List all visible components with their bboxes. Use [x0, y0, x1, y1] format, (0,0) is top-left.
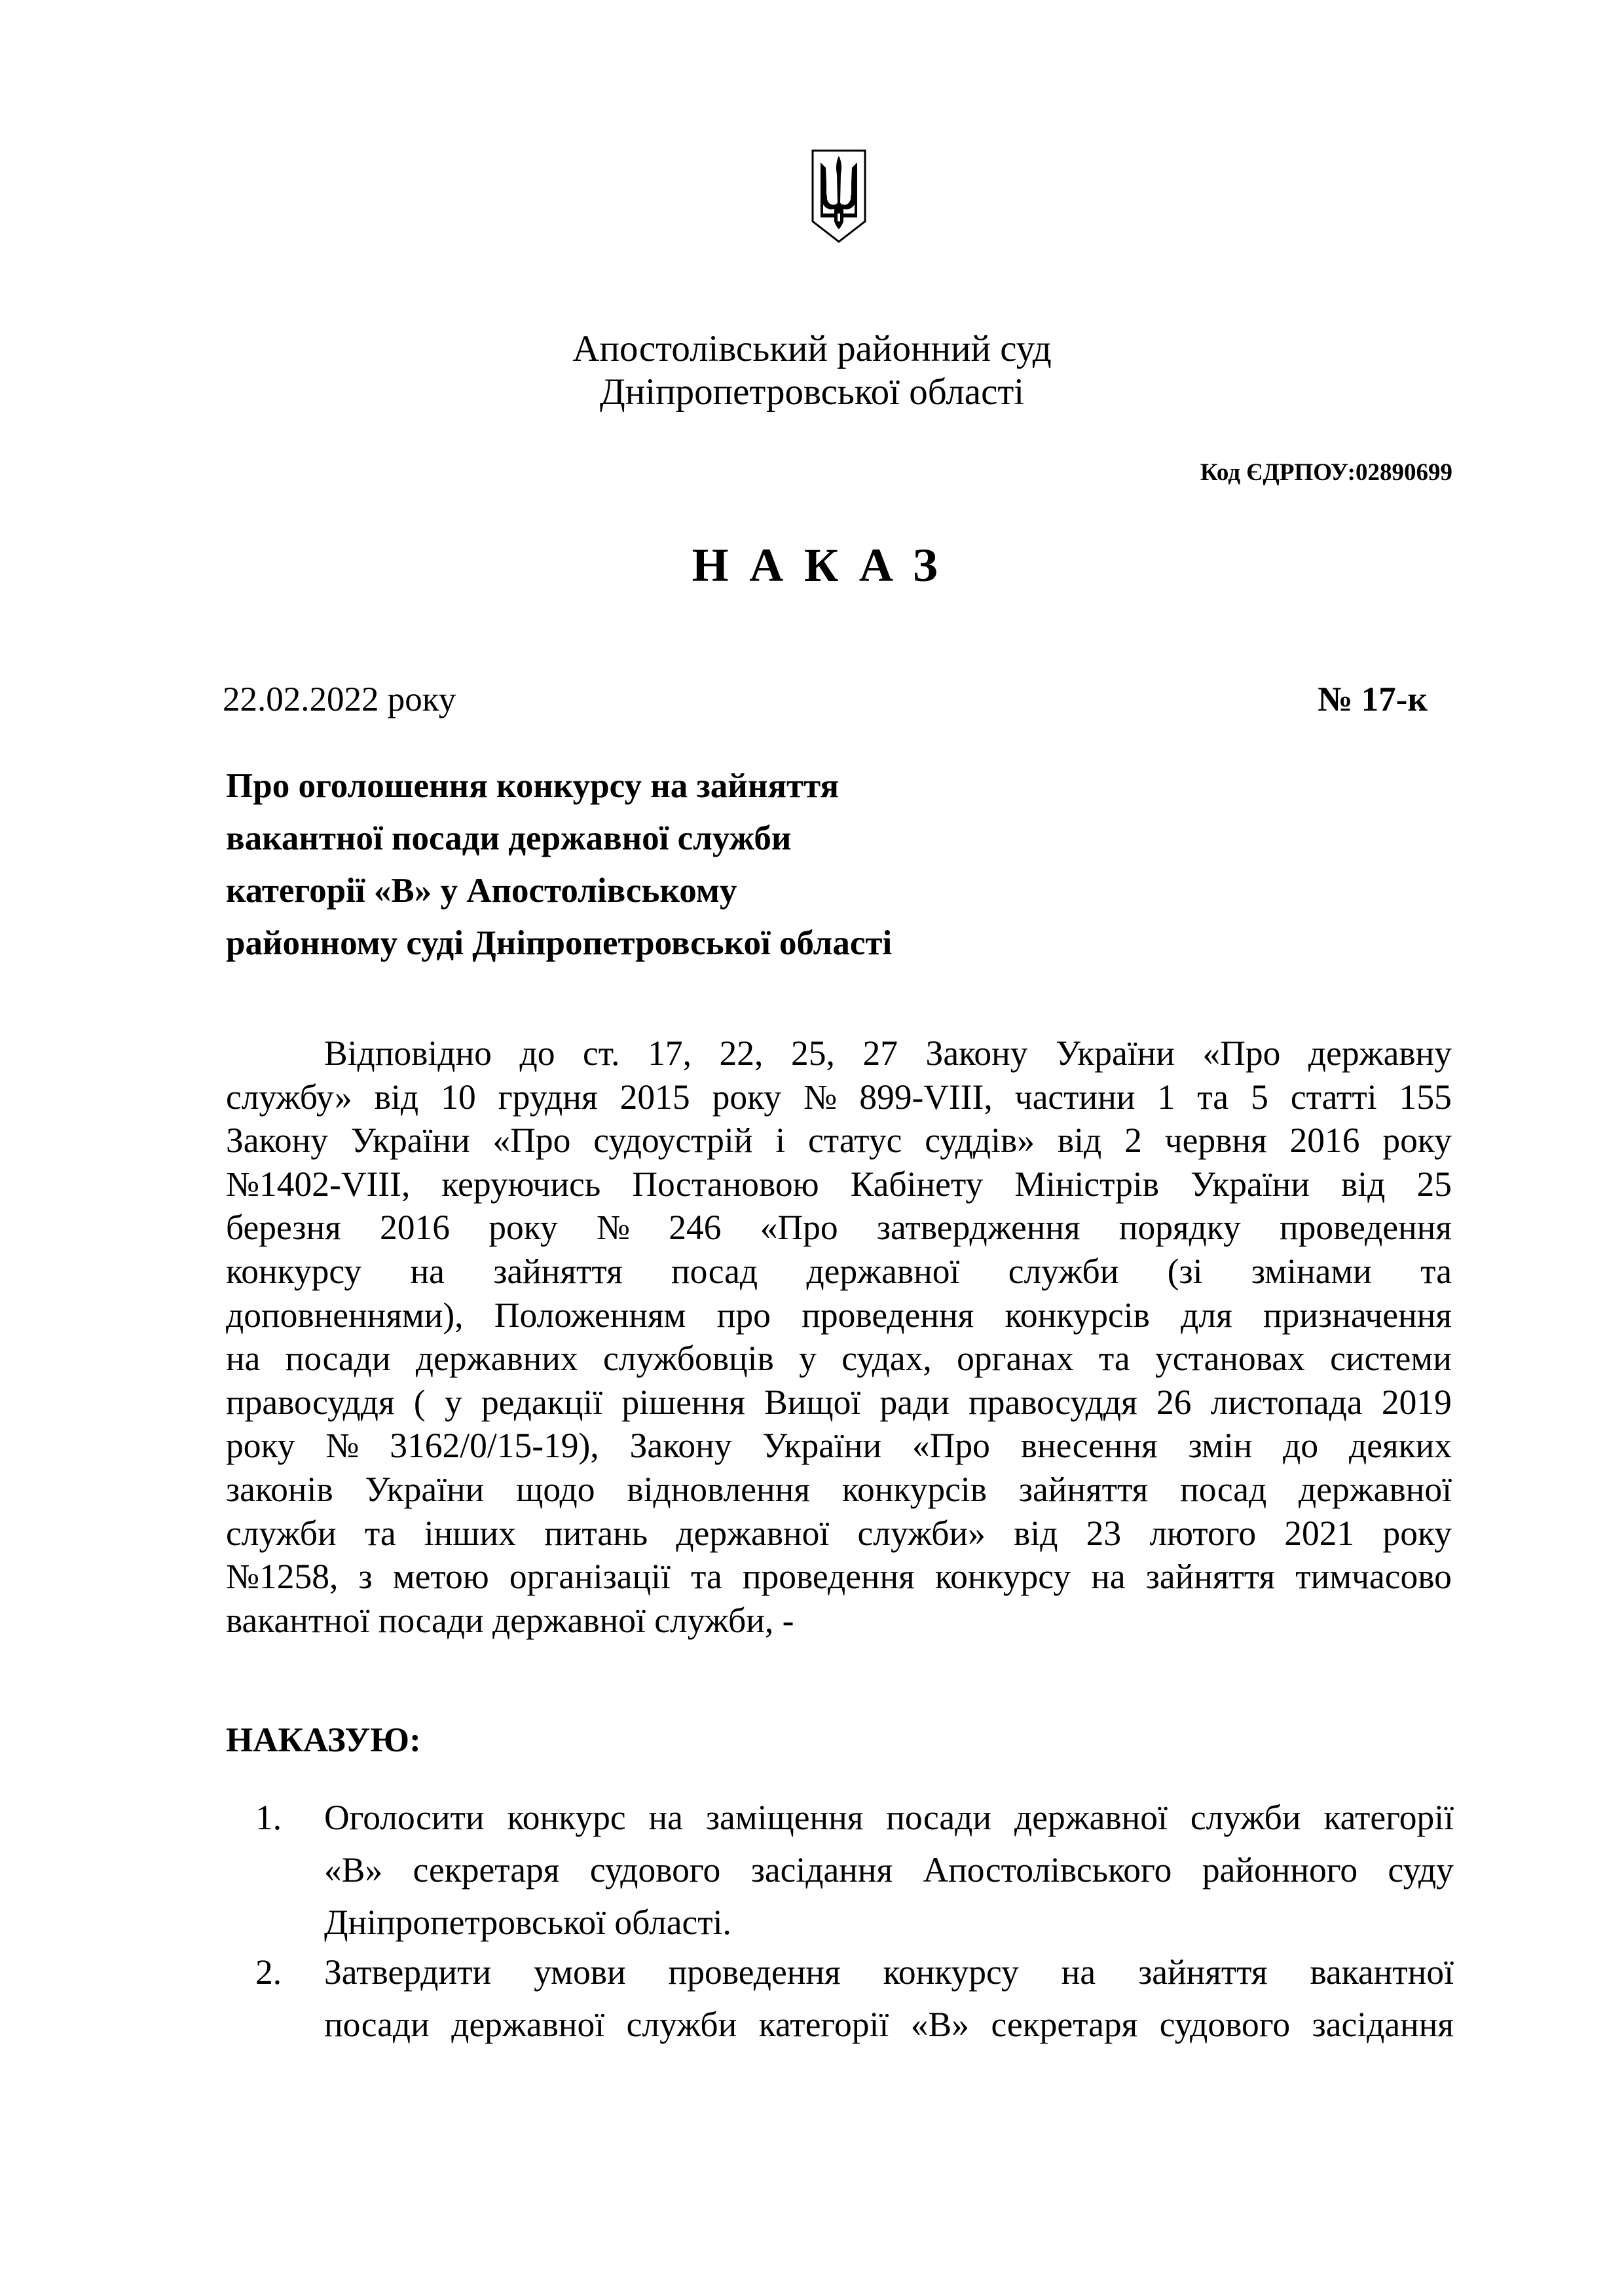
word: посади [285, 1339, 391, 1379]
text-line [226, 1294, 1452, 1337]
item-number: 1. [255, 1798, 282, 1837]
word: України [1190, 1164, 1310, 1204]
word: 17, [648, 1034, 692, 1073]
word: конкурсів [841, 1469, 987, 1509]
word: до [1283, 1426, 1319, 1466]
word: та [364, 1513, 396, 1553]
word: служби, [654, 1600, 774, 1640]
word: секретаря [991, 2005, 1138, 2044]
text-line [226, 1119, 1452, 1163]
word: України [365, 1469, 485, 1509]
order-subject [226, 760, 1077, 969]
subject-line: категорії «В» у Апостолівському [226, 872, 737, 910]
word: на [410, 1251, 445, 1291]
word: служби [226, 1513, 337, 1553]
word: зайняття [1018, 1469, 1149, 1509]
word: призначення [1263, 1295, 1452, 1335]
word: про [716, 1295, 771, 1335]
word: 899-VIII, [859, 1077, 993, 1117]
word: «Про [760, 1208, 838, 1248]
subject-line: вакантної посади державної служби [226, 819, 792, 857]
word: та [1197, 1077, 1229, 1117]
document-type-title: НАКАЗ [692, 539, 959, 591]
word: України [762, 1426, 882, 1466]
text-line [226, 1032, 1452, 1075]
word: служби [626, 2005, 737, 2044]
text-line [226, 1424, 1452, 1468]
word: № [325, 1426, 360, 1466]
word: служби [1008, 1251, 1119, 1291]
word: на [648, 1798, 683, 1837]
word: статті [1290, 1077, 1377, 1117]
word: від [1057, 1121, 1102, 1161]
preamble-paragraph [226, 1032, 1452, 1642]
order-item [255, 1946, 1454, 2051]
edrpou-code: Код ЄДРПОУ:02890699 [1200, 459, 1452, 486]
word: проведення [802, 1295, 974, 1335]
word: деяких [1349, 1426, 1452, 1466]
word: судах, [841, 1339, 932, 1379]
word: у [444, 1382, 462, 1422]
word: ( [413, 1382, 426, 1422]
word: конкурсів [1005, 1295, 1150, 1335]
word: листопада [1210, 1382, 1363, 1422]
word: служби [1190, 1798, 1301, 1837]
word: № [597, 1208, 631, 1248]
word: установах [1155, 1339, 1305, 1379]
word: суду [1388, 1850, 1454, 1890]
word: 22, [719, 1034, 764, 1073]
word: 2019 [1381, 1382, 1452, 1422]
word: та [690, 1557, 722, 1597]
word: ст. [583, 1034, 620, 1073]
item-line [324, 1844, 1454, 1896]
word: щодо [516, 1469, 595, 1509]
word: року [1382, 1121, 1452, 1161]
word: державної [451, 2005, 605, 2044]
word: «Про [492, 1121, 571, 1161]
word: 23 [1086, 1513, 1122, 1553]
word: судоустрій [593, 1121, 753, 1161]
word: ради [879, 1382, 950, 1422]
text-line [226, 1337, 1452, 1381]
word: проведення [742, 1557, 915, 1597]
word: Постановою [632, 1164, 819, 1204]
word: Вищої [764, 1382, 861, 1422]
word: відновлення [627, 1469, 810, 1509]
word: порядку [1118, 1208, 1241, 1248]
word: зайняття [1138, 1952, 1268, 1992]
word: статус [808, 1121, 902, 1161]
word: конкурс [507, 1798, 626, 1837]
item-number: 2. [255, 1952, 282, 1992]
word: державної [806, 1251, 960, 1291]
word: року [712, 1077, 782, 1117]
subject-line: Про оголошення конкурсу на зайняття [226, 767, 840, 805]
word: 2016 [1289, 1121, 1360, 1161]
word: «Про [1202, 1034, 1281, 1073]
word: 2021 [1284, 1513, 1355, 1553]
word: внесення [1020, 1426, 1158, 1466]
word: системи [1330, 1339, 1452, 1379]
word: посади [324, 2005, 430, 2044]
word: посад [671, 1251, 758, 1291]
order-items-list [255, 1791, 1454, 2051]
word: тимчасово [1295, 1557, 1452, 1597]
word: керуючись [441, 1164, 601, 1204]
word: змін [1188, 1426, 1253, 1466]
word: засідання [750, 1850, 893, 1890]
word: - [782, 1600, 794, 1640]
word: 3162/0/15-19), [390, 1426, 599, 1466]
word: у [799, 1339, 817, 1379]
word: Оголосити [324, 1798, 485, 1837]
word: вакантної [1310, 1952, 1454, 1992]
word: конкурсу [226, 1251, 362, 1291]
word: категорії [758, 2005, 889, 2044]
text-line [226, 1250, 1452, 1294]
word: № [803, 1077, 838, 1117]
word: від [1340, 1164, 1386, 1204]
word: затвердження [876, 1208, 1080, 1248]
word: змінами [1251, 1251, 1372, 1291]
word: на [1061, 1952, 1096, 1992]
word: 10 [441, 1077, 476, 1117]
word: Затвердити [324, 1952, 492, 1992]
word: 155 [1399, 1077, 1452, 1117]
word: судового [1159, 2005, 1291, 2044]
word: області. [614, 1903, 731, 1942]
trident-coat-of-arms-icon [811, 148, 867, 244]
word: державної [676, 1513, 830, 1553]
word: служби» [857, 1513, 986, 1553]
word: «В» [910, 2005, 969, 2044]
word: 1 [1157, 1077, 1175, 1117]
word: Апостолівського [923, 1850, 1172, 1890]
word: метою [392, 1557, 489, 1597]
word: з [358, 1557, 373, 1597]
word: районного [1202, 1850, 1358, 1890]
word: державної [1014, 1798, 1168, 1837]
text-line [226, 1468, 1452, 1512]
word: посади [886, 1798, 992, 1837]
word: Дніпропетровської [324, 1903, 606, 1942]
text-line [226, 1599, 1452, 1643]
word: проведення [668, 1952, 841, 1992]
word: Міністрів [1014, 1164, 1159, 1204]
item-line [324, 1998, 1454, 2051]
text-line [226, 1381, 1452, 1425]
word: червня [1164, 1121, 1267, 1161]
word: 25, [791, 1034, 835, 1073]
word: зайняття [1145, 1557, 1276, 1597]
word: 2016 [380, 1208, 451, 1248]
word: державних [415, 1339, 578, 1379]
word: лютого [1149, 1513, 1257, 1553]
word: №1402-VIII, [226, 1164, 411, 1204]
item-line [324, 1946, 1454, 1998]
ordering-heading: НАКАЗУЮ: [226, 1721, 421, 1759]
word: посади [378, 1600, 484, 1640]
word: правосуддя [969, 1382, 1137, 1422]
text-line [226, 1555, 1452, 1599]
word: 2015 [619, 1077, 690, 1117]
word: 5 [1251, 1077, 1268, 1117]
word: засідання [1312, 2005, 1454, 2044]
word: конкурсу [934, 1557, 1071, 1597]
item-line [324, 1791, 1454, 1844]
word: державну [1308, 1034, 1452, 1073]
word: від [374, 1077, 419, 1117]
word: Кабінету [850, 1164, 984, 1204]
word: проведення [1280, 1208, 1452, 1248]
word: умови [534, 1952, 626, 1992]
word: 246 [669, 1208, 722, 1248]
word: законів [226, 1469, 333, 1509]
word: редакції [481, 1382, 603, 1422]
word: Закону [925, 1034, 1028, 1073]
word: України [350, 1121, 470, 1161]
word: суддів» [925, 1121, 1035, 1161]
court-name-line-1: Апостолівський районний суд [572, 328, 1052, 369]
word: грудня [498, 1077, 598, 1117]
text-line [226, 1163, 1452, 1206]
word: і [775, 1121, 786, 1161]
word: для [1181, 1295, 1232, 1335]
word: (зі [1167, 1251, 1203, 1291]
word: зайняття [493, 1251, 623, 1291]
word: конкурсу [883, 1952, 1019, 1992]
word: категорії [1323, 1798, 1454, 1837]
order-item [255, 1791, 1454, 1948]
word: року [489, 1208, 558, 1248]
word: до [519, 1034, 555, 1073]
word: 25 [1416, 1164, 1452, 1204]
word: службовців [602, 1339, 774, 1379]
word: доповненнями), [226, 1295, 464, 1335]
word: судового [589, 1850, 721, 1890]
word: посад [1180, 1469, 1267, 1509]
word: 2 [1124, 1121, 1142, 1161]
word: секретаря [413, 1850, 560, 1890]
word: вакантної [226, 1600, 370, 1640]
word: «В» [324, 1850, 383, 1890]
word: року [1382, 1513, 1452, 1553]
word: та [1098, 1339, 1130, 1379]
word: інших [424, 1513, 516, 1553]
word: України [1056, 1034, 1175, 1073]
word: частини [1014, 1077, 1135, 1117]
word: державної [492, 1600, 646, 1640]
word: №1258, [226, 1557, 339, 1597]
item-line [324, 1896, 1454, 1948]
word: березня [226, 1208, 341, 1248]
text-line [226, 1512, 1452, 1555]
word: року [226, 1426, 295, 1466]
word: органах [957, 1339, 1074, 1379]
word: Закону [226, 1121, 328, 1161]
word: Відповідно [324, 1034, 492, 1073]
word: організації [509, 1557, 671, 1597]
word: «Про [912, 1426, 990, 1466]
word: питань [544, 1513, 648, 1553]
word: від [1014, 1513, 1058, 1553]
text-line [226, 1075, 1452, 1119]
word: 27 [862, 1034, 898, 1073]
word: на [226, 1339, 261, 1379]
text-line [226, 1206, 1452, 1250]
word: Положенням [494, 1295, 686, 1335]
word: на [1091, 1557, 1126, 1597]
court-name-line-2: Дніпропетровської області [599, 371, 1025, 413]
word: та [1420, 1251, 1452, 1291]
word: рішення [621, 1382, 745, 1422]
word: 26 [1156, 1382, 1192, 1422]
subject-line: районному суді Дніпропетровської області [226, 924, 893, 962]
word: службу» [226, 1077, 352, 1117]
word: заміщення [705, 1798, 864, 1837]
order-number: № 17-к [1318, 680, 1428, 718]
word: Закону [629, 1426, 732, 1466]
order-date: 22.02.2022 року [223, 680, 456, 718]
word: державної [1299, 1469, 1452, 1509]
word: правосуддя [226, 1382, 395, 1422]
